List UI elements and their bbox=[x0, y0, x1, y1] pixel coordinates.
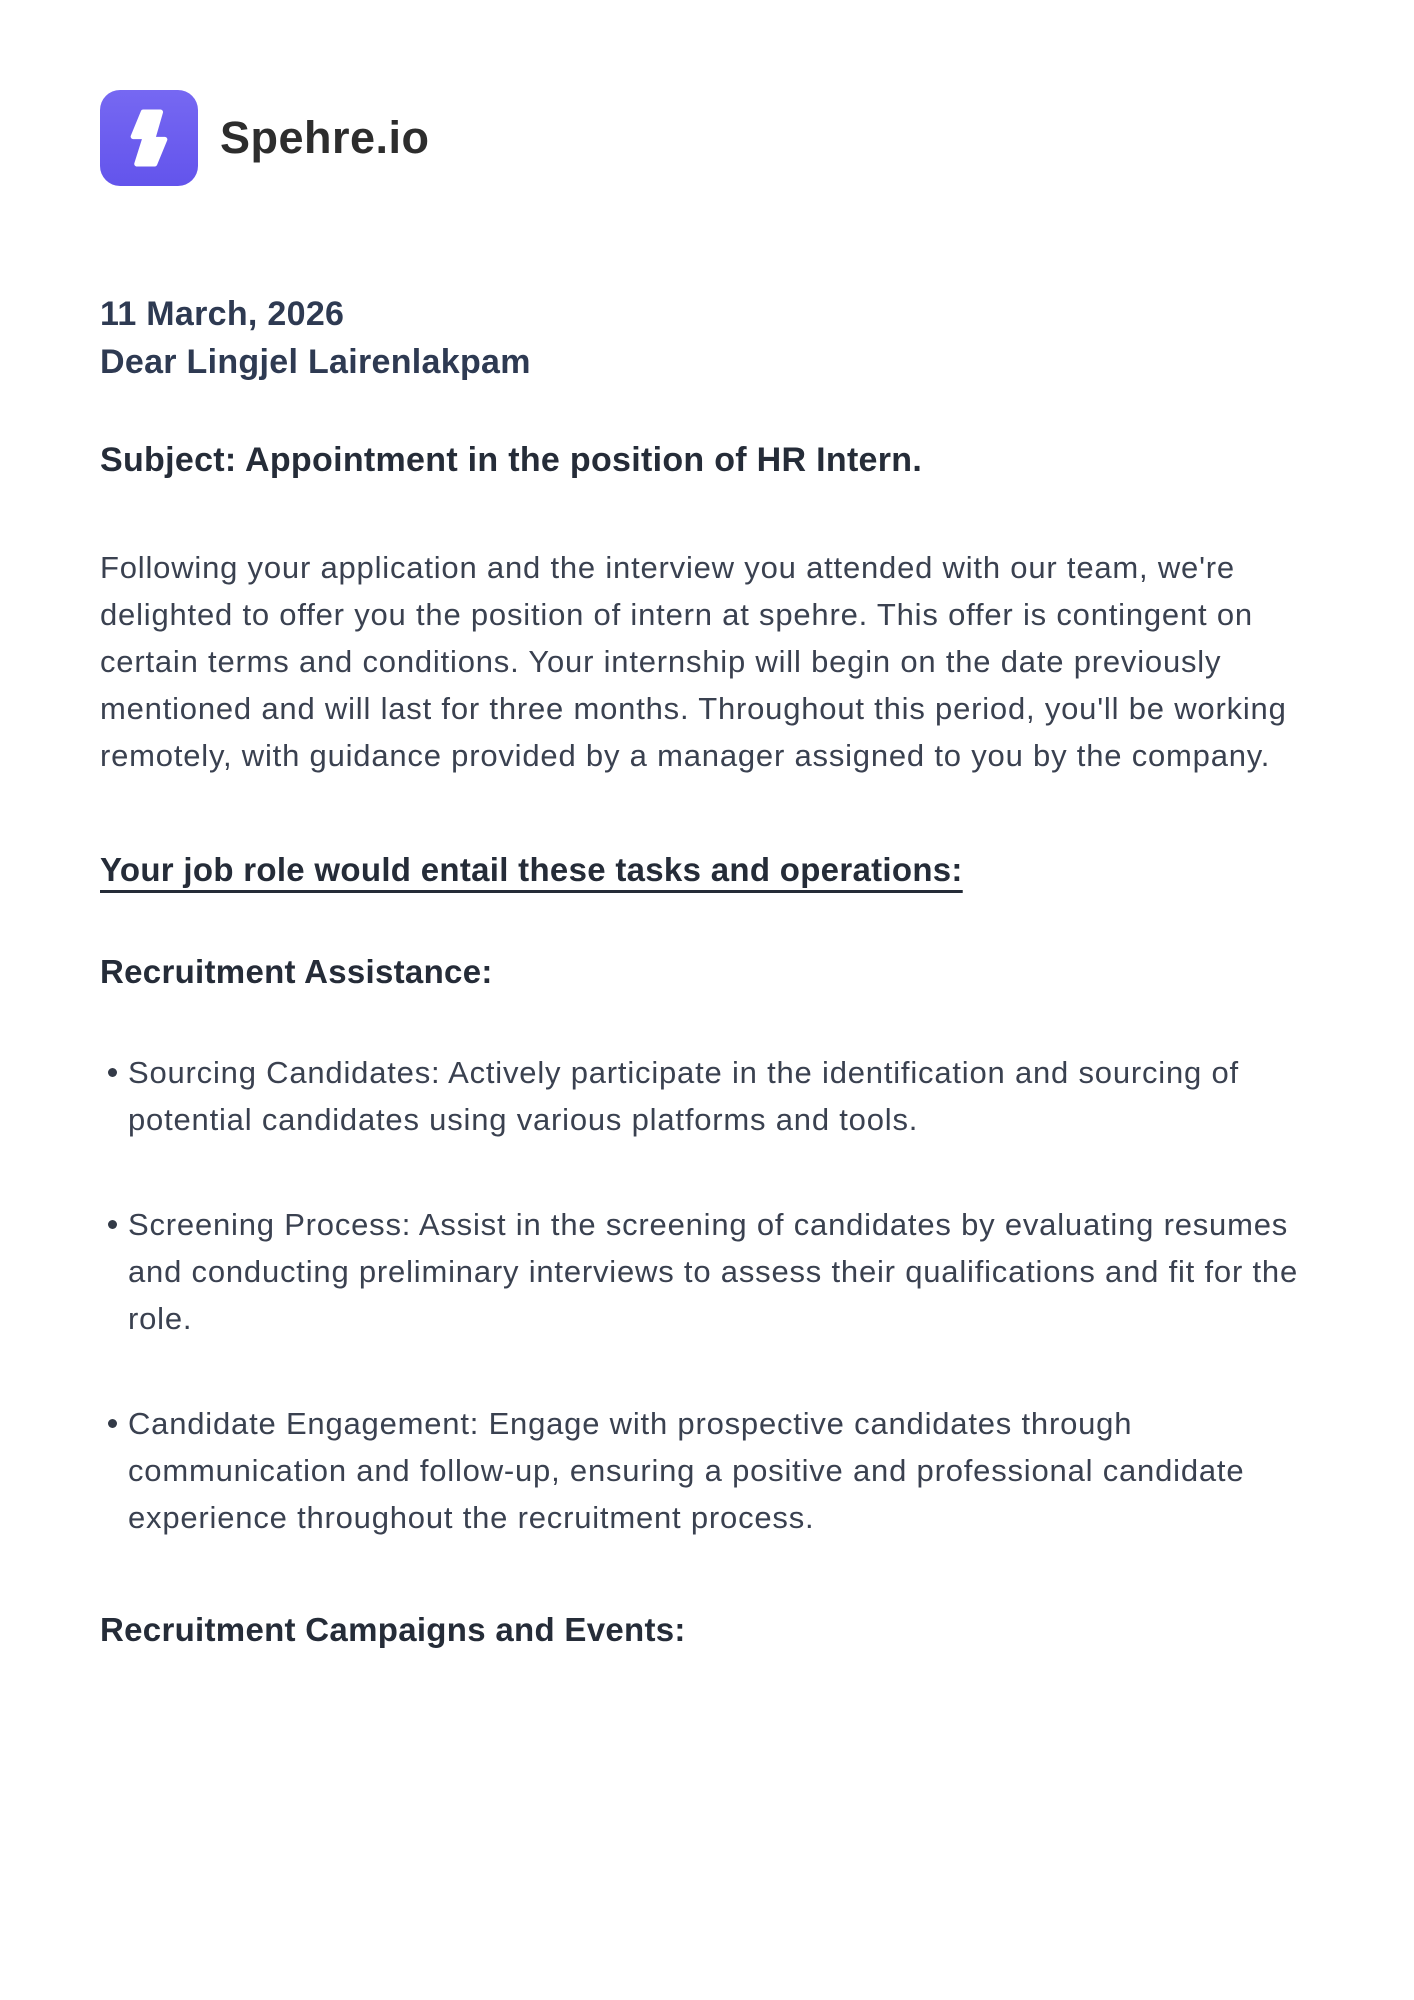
letter-salutation: Dear Lingjel Lairenlakpam bbox=[100, 343, 531, 381]
section-title-recruitment-campaigns: Recruitment Campaigns and Events: bbox=[100, 1611, 686, 1648]
list-item: Candidate Engagement: Engage with prospective candidates through communication and follow-up, ensuring a positive and professional candidate experience throughout the recruitment process. bbox=[100, 1400, 1314, 1541]
list-item: Screening Process: Assist in the screening of candidates by evaluating resumes and conducting preliminary interviews to assess their qualifications and fit for the role. bbox=[100, 1201, 1314, 1342]
date-and-salutation bbox=[100, 290, 1314, 386]
letter-date: 11 March, 2026 bbox=[100, 295, 345, 333]
section-title-recruitment-assistance: Recruitment Assistance: bbox=[100, 953, 493, 990]
brand-logo bbox=[100, 90, 1314, 186]
tasks-heading: Your job role would entail these tasks and operations: bbox=[100, 851, 963, 888]
spehre-bolt-icon bbox=[100, 90, 198, 186]
intro-paragraph: Following your application and the interview you attended with our team, we're delighted to offer you the position of intern at spehre. This offer is contingent on certain terms and conditions. Your internship will begin on the date previously mentioned and will last for three months. Throughout this period, you'll be working remotely, with guidance provided by a manager assigned to you by the company. bbox=[100, 550, 1287, 773]
subject-line: Subject: Appointment in the position of HR Intern. bbox=[100, 441, 923, 479]
recruitment-assistance-list bbox=[100, 1049, 1314, 1541]
list-item: Sourcing Candidates: Actively participate in the identification and sourcing of potential candidates using various platforms and tools. bbox=[100, 1049, 1314, 1143]
brand-name: Spehre.io bbox=[220, 112, 430, 163]
